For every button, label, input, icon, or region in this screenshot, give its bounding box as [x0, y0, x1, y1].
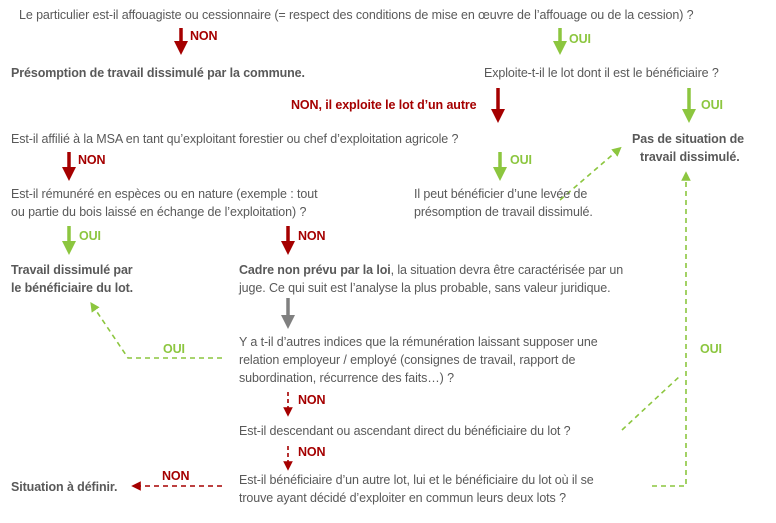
question-common-line1: Est-il bénéficiaire d’un autre lot, lui et le bénéficiaire du lot où il se — [239, 473, 594, 487]
label-no-other-lot: NON, il exploite le lot d’un autre — [291, 98, 477, 112]
label-no-paid: NON — [298, 229, 326, 243]
undeclared-line2: le bénéficiaire du lot. — [11, 281, 134, 295]
label-no-family: NON — [298, 445, 326, 459]
arrow-indices-yes — [93, 306, 222, 358]
label-yes-affouagiste: OUI — [569, 32, 591, 46]
lift-line2: présomption de travail dissimulé. — [414, 205, 593, 219]
cadre-rest: , la situation devra être caractérisée par un — [390, 263, 624, 277]
cadre-line1 — [239, 261, 623, 279]
question-common-line2: trouve ayant décidé d’exploiter en commun leurs deux lots ? — [239, 491, 566, 505]
arrow-family-yes — [622, 376, 680, 430]
question-paid-line1: Est-il rémunéré en espèces ou en nature (exemple : tout — [11, 187, 318, 201]
no-situation-line1: Pas de situation de — [632, 132, 745, 146]
label-yes-msa: OUI — [510, 153, 532, 167]
question-indices-line3: subordination, récurrence des faits…) ? — [239, 371, 454, 385]
cadre-line2: juge. Ce qui suit est l’analyse la plus probable, sans valeur juridique. — [239, 281, 611, 295]
label-yes-paid: OUI — [79, 229, 101, 243]
label-yes-right: OUI — [700, 342, 722, 356]
arrow-common-yes — [652, 176, 686, 486]
label-yes-indices: OUI — [163, 342, 185, 356]
label-no-common: NON — [162, 469, 190, 483]
label-no-affouagiste: NON — [190, 29, 218, 43]
question-indices-line1: Y a t-il d’autres indices que la rémunération laissant supposer une — [239, 335, 598, 349]
lift-line1: Il peut bénéficier d’une levée de — [414, 187, 588, 201]
label-no-indices: NON — [298, 393, 326, 407]
label-no-msa: NON — [78, 153, 106, 167]
question-exploit: Exploite-t-il le lot dont il est le bénéficiaire ? — [484, 66, 719, 80]
no-situation-line2: travail dissimulé. — [640, 150, 740, 164]
question-paid-line2: ou partie du bois laissé en échange de l’exploitation) ? — [11, 205, 307, 219]
question-family: Est-il descendant ou ascendant direct du bénéficiaire du lot ? — [239, 424, 571, 438]
question-affouagiste: Le particulier est-il affouagiste ou cessionnaire (= respect des conditions de mise en œuvre de l’affouage ou de la cession) ? — [19, 8, 694, 22]
label-yes-exploit: OUI — [701, 98, 723, 112]
cadre-bold: Cadre non prévu par la loi — [239, 263, 391, 277]
question-indices-line2: relation employeur / employé (consignes de travail, rapport de — [239, 353, 576, 367]
undeclared-line1: Travail dissimulé par — [11, 263, 133, 277]
question-msa: Est-il affilié à la MSA en tant qu’exploitant forestier ou chef d’exploitation agricole ? — [11, 132, 459, 146]
presumption-text: Présomption de travail dissimulé par la commune. — [11, 66, 305, 80]
to-define-text: Situation à définir. — [11, 480, 118, 494]
